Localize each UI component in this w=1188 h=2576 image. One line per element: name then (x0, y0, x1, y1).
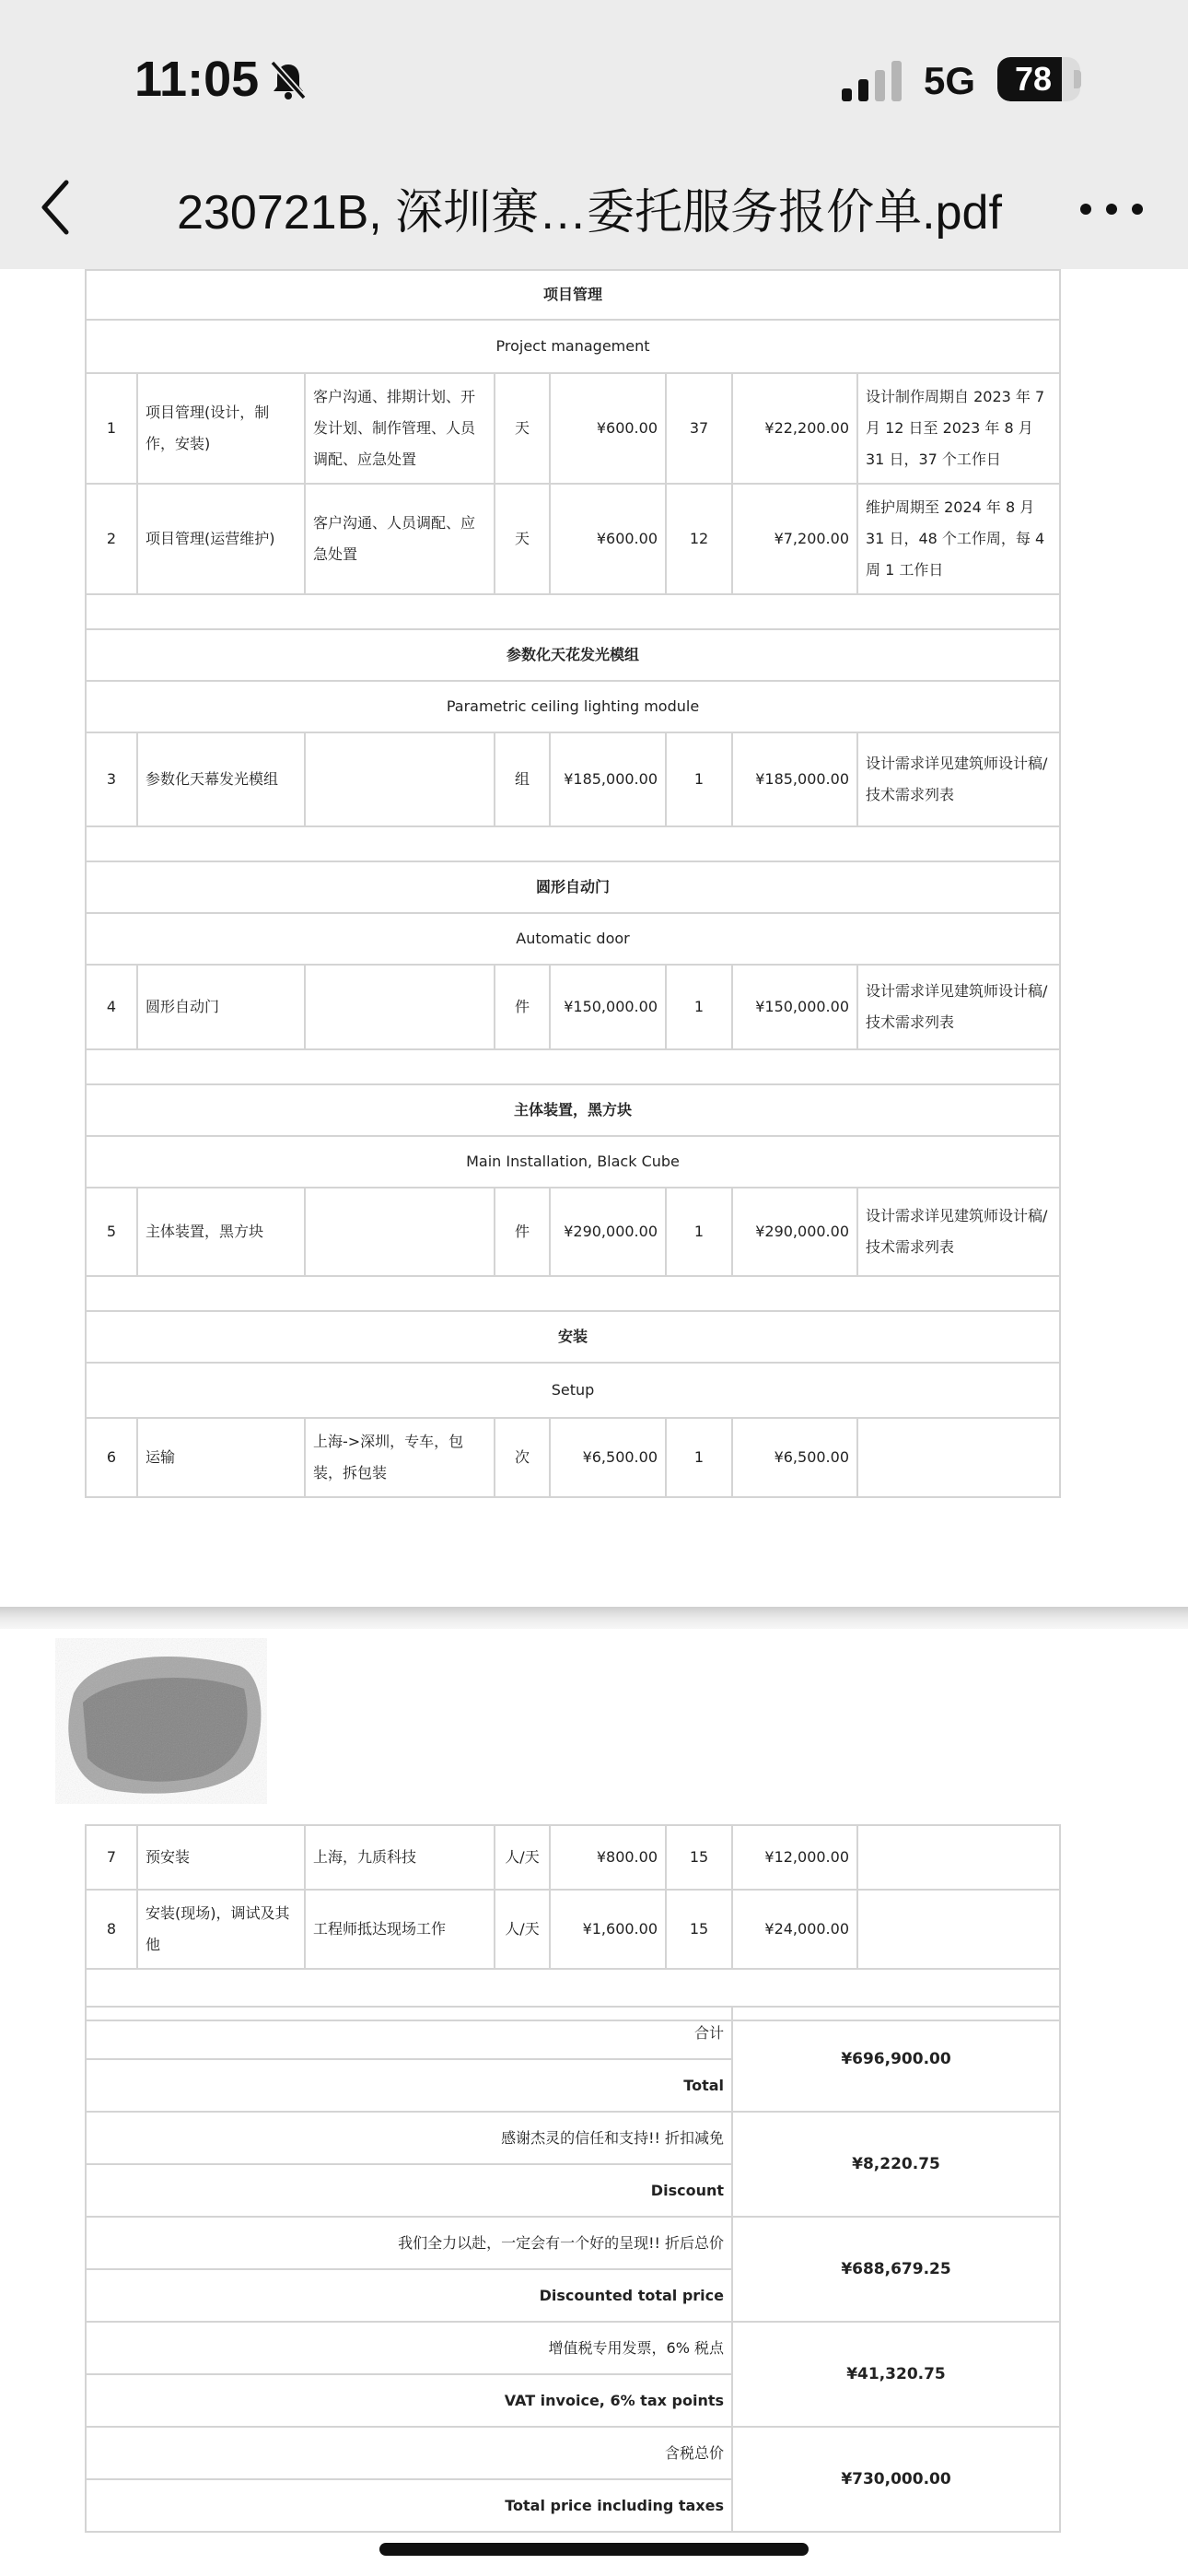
row-desc (305, 965, 495, 1049)
more-options-icon[interactable] (1079, 203, 1144, 216)
row-item: 主体装置，黑方块 (137, 1188, 305, 1276)
row-desc: 上海->深圳，专车，包装，拆包装 (305, 1418, 495, 1497)
row-total: ¥12,000.00 (732, 1825, 857, 1890)
silent-bell-icon (267, 59, 309, 101)
discount-label-cn: 感谢杰灵的信任和支持!! 折扣减免 (86, 2112, 732, 2164)
table-row (86, 1825, 1060, 1890)
battery-tip (1074, 70, 1081, 88)
vat-label-cn: 增值税专用发票，6% 税点 (86, 2322, 732, 2374)
table-row (86, 1418, 1060, 1497)
row-desc: 客户沟通、人员调配、应急处置 (305, 484, 495, 594)
row-qty: 12 (666, 484, 732, 594)
row-total: ¥24,000.00 (732, 1890, 857, 1969)
row-price: ¥150,000.00 (550, 965, 666, 1049)
row-qty: 1 (666, 1188, 732, 1276)
row-note (857, 1890, 1060, 1969)
battery-level: 78 (1014, 60, 1053, 98)
back-chevron-icon[interactable] (37, 175, 74, 240)
row-no: 3 (86, 732, 137, 826)
section-title-en: Main Installation, Black Cube (86, 1136, 1060, 1188)
row-item: 运输 (137, 1418, 305, 1497)
row-item: 预安装 (137, 1825, 305, 1890)
row-desc (305, 732, 495, 826)
grand-total-value: ¥730,000.00 (732, 2427, 1060, 2532)
table-row (86, 484, 1060, 594)
home-indicator[interactable] (379, 2543, 809, 2556)
section-title-cn: 项目管理 (86, 270, 1060, 320)
row-unit: 人/天 (495, 1825, 550, 1890)
total-label-en: Total (86, 2059, 732, 2112)
discounted-label-cn: 我们全力以赴，一定会有一个好的呈现!! 折后总价 (86, 2217, 732, 2269)
row-note: 设计需求详见建筑师设计稿/技术需求列表 (857, 1188, 1060, 1276)
quote-table-page-1 (85, 269, 1061, 1498)
discounted-label-en: Discounted total price (86, 2269, 732, 2322)
section-title-en: Parametric ceiling lighting module (86, 681, 1060, 732)
row-qty: 15 (666, 1890, 732, 1969)
row-unit: 次 (495, 1418, 550, 1497)
total-label-cn: 合计 (86, 2007, 732, 2059)
table-row (86, 1188, 1060, 1276)
row-qty: 1 (666, 1418, 732, 1497)
row-no: 2 (86, 484, 137, 594)
discount-value: ¥8,220.75 (732, 2112, 1060, 2217)
section-title-en: Automatic door (86, 913, 1060, 965)
row-qty: 1 (666, 965, 732, 1049)
row-note: 设计需求详见建筑师设计稿/技术需求列表 (857, 732, 1060, 826)
row-desc: 客户沟通、排期计划、开发计划、制作管理、人员调配、应急处置 (305, 373, 495, 484)
row-price: ¥290,000.00 (550, 1188, 666, 1276)
spacer-row (86, 594, 1060, 629)
section-title-cn: 主体装置，黑方块 (86, 1084, 1060, 1136)
table-row (86, 965, 1060, 1049)
row-unit: 天 (495, 373, 550, 484)
row-desc: 上海，九质科技 (305, 1825, 495, 1890)
row-note: 设计需求详见建筑师设计稿/技术需求列表 (857, 965, 1060, 1049)
row-qty: 37 (666, 373, 732, 484)
row-total: ¥6,500.00 (732, 1418, 857, 1497)
grand-total-label-en: Total price including taxes (86, 2479, 732, 2532)
spacer-row (86, 1276, 1060, 1311)
row-note: 设计制作周期自 2023 年 7 月 12 日至 2023 年 8 月 31 日，37 个工作日 (857, 373, 1060, 484)
pencil-scribble-mark (55, 1638, 267, 1804)
row-total: ¥290,000.00 (732, 1188, 857, 1276)
row-desc: 工程师抵达现场工作 (305, 1890, 495, 1969)
cellular-signal-icon (840, 61, 906, 103)
row-item: 安装(现场)，调试及其他 (137, 1890, 305, 1969)
row-no: 5 (86, 1188, 137, 1276)
row-item: 项目管理(运营维护) (137, 484, 305, 594)
discount-label-en: Discount (86, 2164, 732, 2217)
row-unit: 件 (495, 965, 550, 1049)
table-row (86, 373, 1060, 484)
vat-value: ¥41,320.75 (732, 2322, 1060, 2427)
row-note: 维护周期至 2024 年 8 月 31 日，48 个工作周，每 4 周 1 工作日 (857, 484, 1060, 594)
row-desc (305, 1188, 495, 1276)
spacer-row (86, 826, 1060, 861)
row-total: ¥22,200.00 (732, 373, 857, 484)
page-separator (0, 1607, 1188, 1629)
row-no: 4 (86, 965, 137, 1049)
row-price: ¥185,000.00 (550, 732, 666, 826)
network-type: 5G (924, 59, 976, 102)
row-price: ¥800.00 (550, 1825, 666, 1890)
row-price: ¥600.00 (550, 484, 666, 594)
section-title-en: Project management (86, 320, 1060, 373)
vat-label-en: VAT invoice, 6% tax points (86, 2374, 732, 2427)
row-no: 7 (86, 1825, 137, 1890)
row-no: 1 (86, 373, 137, 484)
discounted-value: ¥688,679.25 (732, 2217, 1060, 2322)
row-total: ¥150,000.00 (732, 965, 857, 1049)
table-row (86, 732, 1060, 826)
table-row (86, 1890, 1060, 1969)
quote-table-page-2 (85, 1824, 1061, 2021)
row-no: 8 (86, 1890, 137, 1969)
row-total: ¥7,200.00 (732, 484, 857, 594)
row-total: ¥185,000.00 (732, 732, 857, 826)
status-time: 11:05 (134, 52, 260, 107)
row-item: 项目管理(设计，制作，安装) (137, 373, 305, 484)
row-price: ¥1,600.00 (550, 1890, 666, 1969)
battery-icon (997, 57, 1080, 101)
section-title-en: Setup (86, 1363, 1060, 1418)
row-item: 参数化天幕发光模组 (137, 732, 305, 826)
spacer-row (86, 1049, 1060, 1084)
row-no: 6 (86, 1418, 137, 1497)
row-note (857, 1418, 1060, 1497)
section-title-cn: 圆形自动门 (86, 861, 1060, 913)
row-price: ¥600.00 (550, 373, 666, 484)
row-unit: 件 (495, 1188, 550, 1276)
total-value: ¥696,900.00 (732, 2007, 1060, 2112)
row-qty: 15 (666, 1825, 732, 1890)
row-note (857, 1825, 1060, 1890)
grand-total-label-cn: 含税总价 (86, 2427, 732, 2479)
row-price: ¥6,500.00 (550, 1418, 666, 1497)
row-qty: 1 (666, 732, 732, 826)
section-title-cn: 参数化天花发光模组 (86, 629, 1060, 681)
row-unit: 组 (495, 732, 550, 826)
section-title-cn: 安装 (86, 1311, 1060, 1363)
row-unit: 天 (495, 484, 550, 594)
row-unit: 人/天 (495, 1890, 550, 1969)
document-title: 230721B, 深圳赛…委托服务报价单.pdf (177, 186, 1002, 240)
row-item: 圆形自动门 (137, 965, 305, 1049)
summary-table (85, 2006, 1061, 2533)
